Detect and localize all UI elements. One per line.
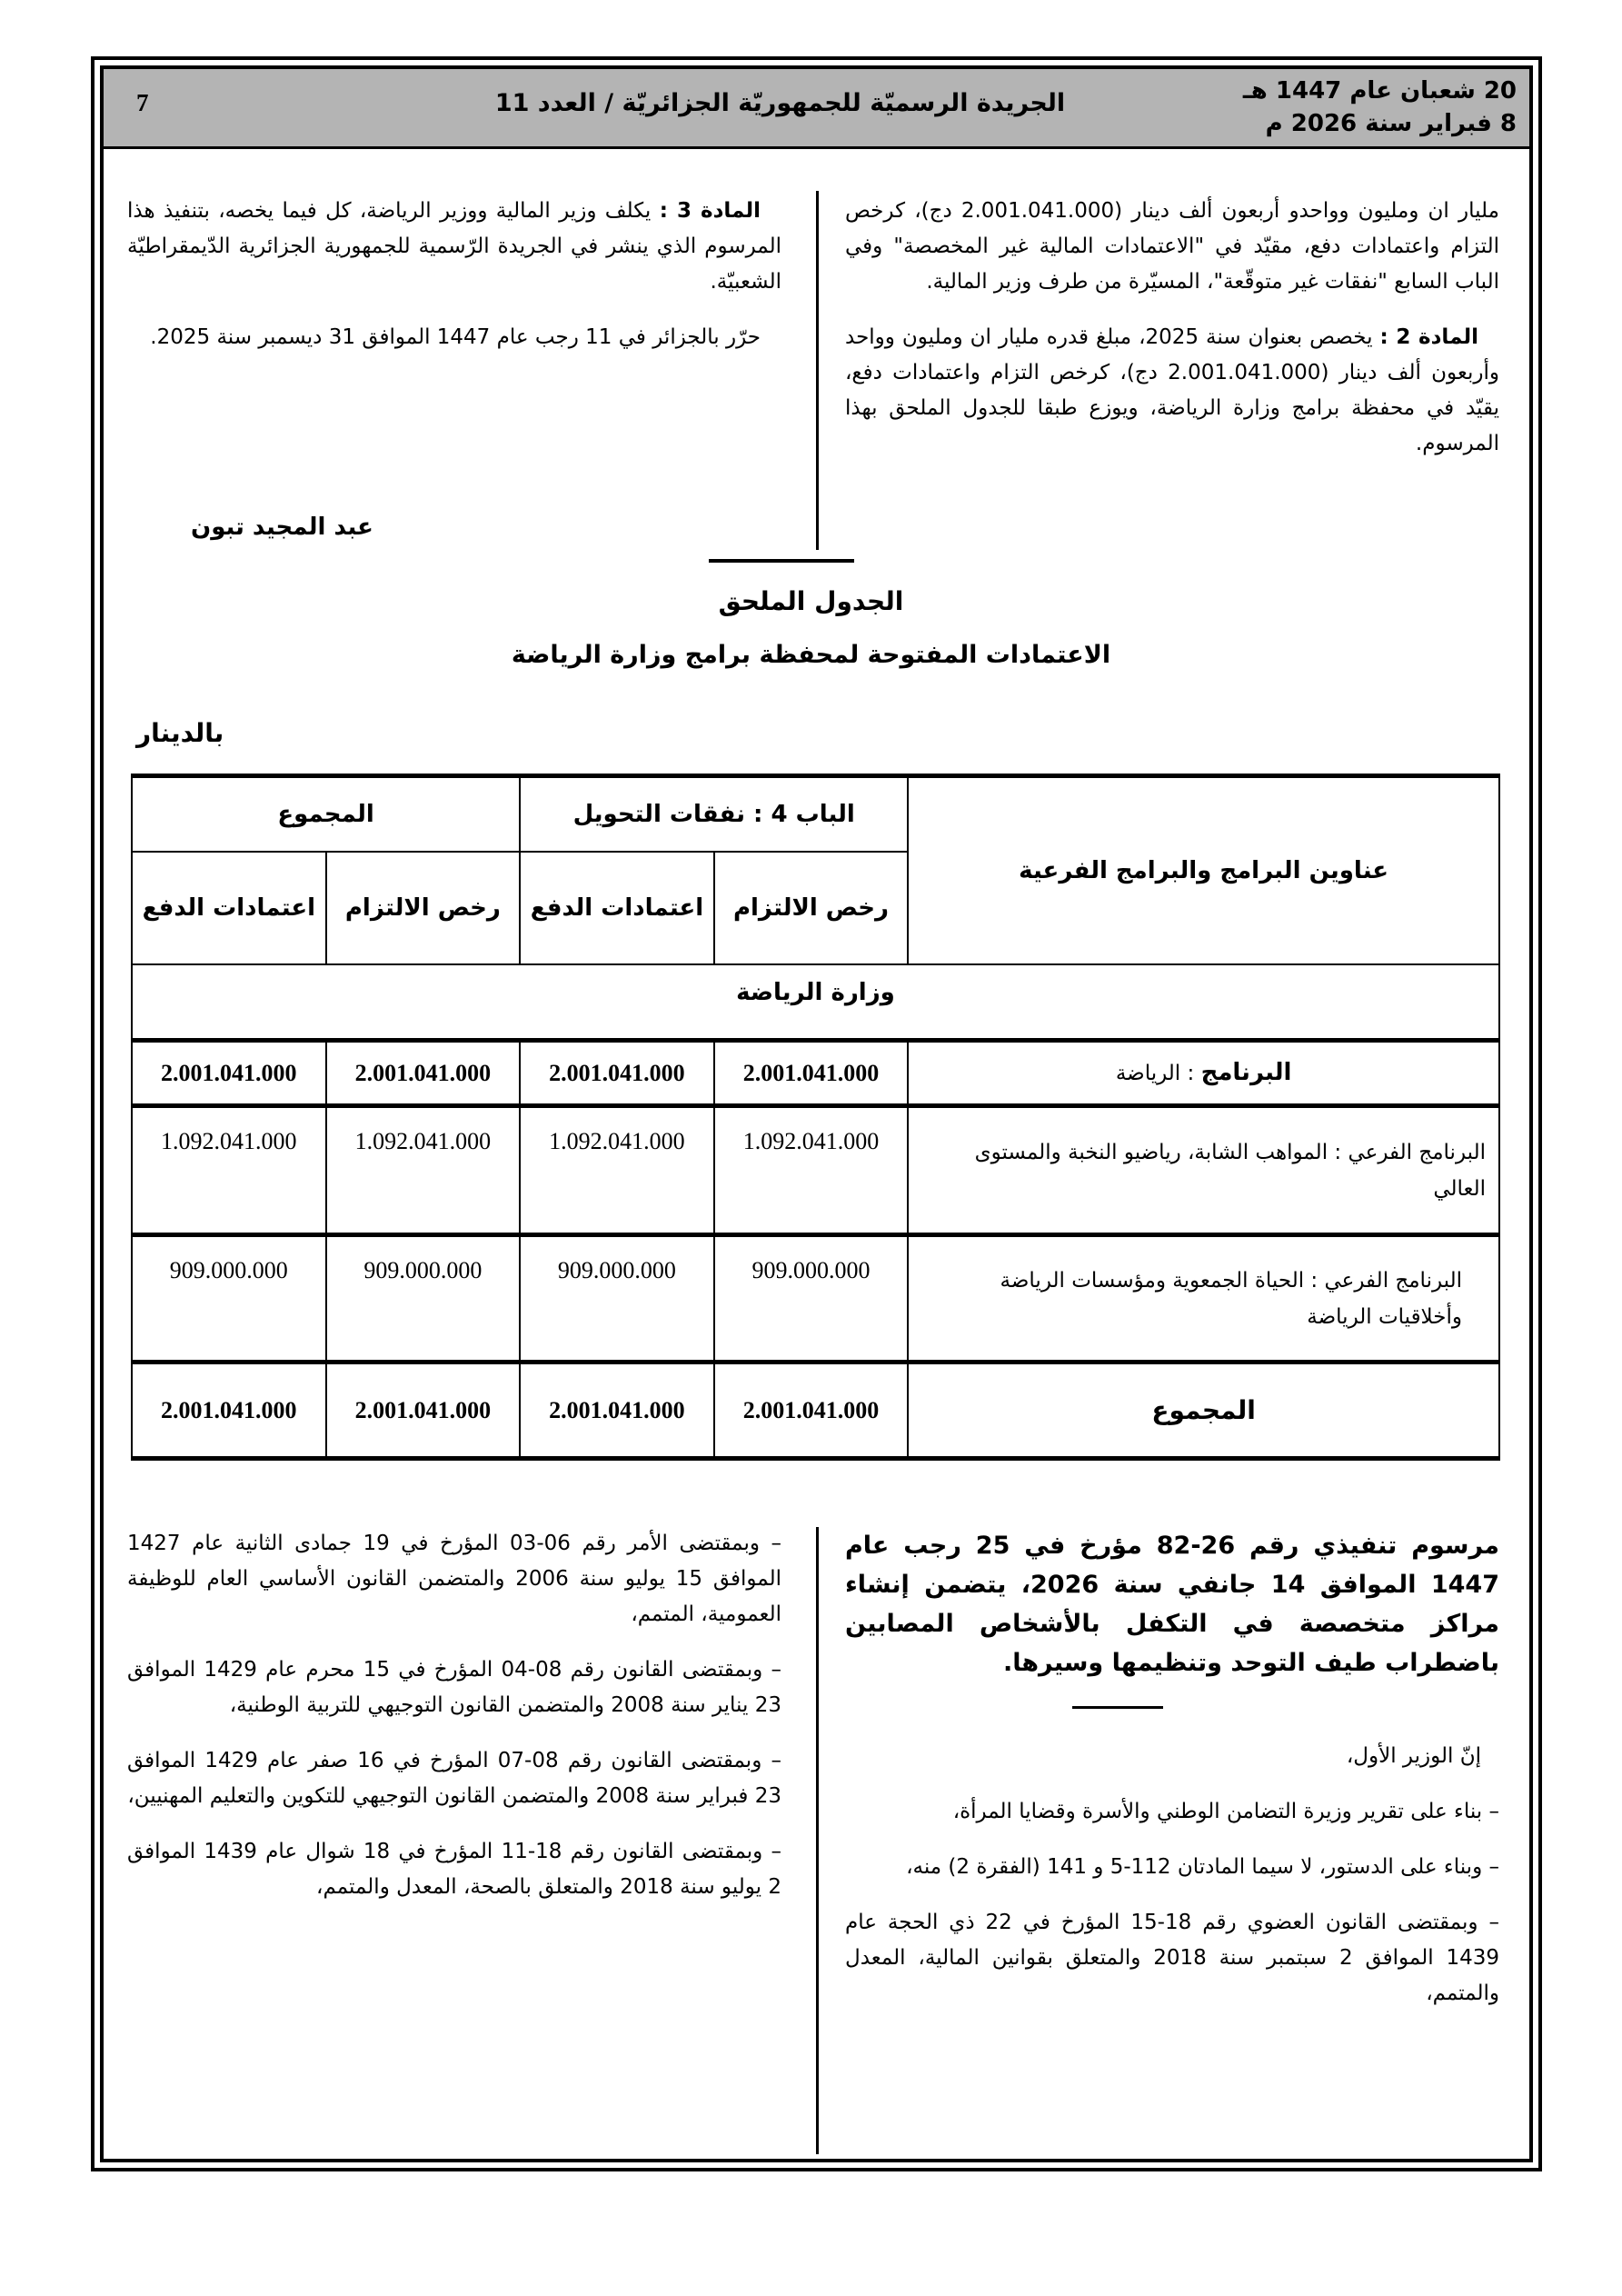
header-total: المجموع	[132, 776, 520, 852]
cell-ch4-commitment: 1.092.041.000	[714, 1106, 909, 1235]
separator	[845, 1702, 1499, 1739]
table-row-total	[132, 1363, 1499, 1459]
hijri-date: 20 شعبان عام 1447 هـ	[1242, 77, 1517, 105]
cell-ch4-payment: 909.000.000	[520, 1235, 714, 1363]
annex-title: الجدول الملحق	[718, 586, 904, 616]
page-header	[104, 69, 1529, 149]
row-label: البرنامج : الرياضة	[908, 1041, 1499, 1106]
unit-label: بالدينار	[136, 718, 224, 748]
page-number: 7	[136, 89, 149, 116]
cell-ch4-commitment: 909.000.000	[714, 1235, 909, 1363]
table-row	[132, 1235, 1499, 1363]
article-3	[127, 194, 781, 300]
cell-total-commitment: 1.092.041.000	[326, 1106, 521, 1235]
row-label: البرنامج الفرعي : الحياة الجمعوية ومؤسسات الرياضة وأخلاقيات الرياضة	[908, 1235, 1499, 1363]
cell-total-payment: 2.001.041.000	[132, 1041, 326, 1106]
paragraph: – وبمقتضى القانون العضوي رقم 18-15 المؤرخ في 22 ذي الحجة عام 1439 الموافق 2 سبتمبر سنة 2018 والمتعلق بقوانين المالية، المعدل والمتمم،	[845, 1911, 1499, 2005]
top-right-column	[845, 194, 1499, 482]
header-programs: عناوين البرامج والبرامج الفرعية	[908, 776, 1499, 964]
bottom-left-column	[127, 1526, 781, 1925]
journal-title: الجريدة الرسميّة للجمهوريّة الجزائريّة / العدد 11	[494, 89, 1066, 117]
done-at: حرّر بالجزائر في 11 رجب عام 1447 الموافق 31 ديسمبر سنة 2025.	[150, 325, 761, 349]
paragraph: – وبناء على الدستور، لا سيما المادتان 112-5 و 141 (الفقرة 2) منه،	[906, 1855, 1499, 1879]
table-row	[132, 1041, 1499, 1106]
bottom-right-column	[845, 1526, 1499, 2031]
cell-ch4-commitment: 2.001.041.000	[714, 1041, 909, 1106]
paragraph: – وبمقتضى الأمر رقم 06-03 المؤرخ في 19 جمادى الثانية عام 1427 الموافق 15 يوليو سنة 2006 والمتضمن القانون الأساسي العام للوظيفة العمومية، المتمم،	[127, 1532, 781, 1626]
cell-total-payment: 1.092.041.000	[132, 1106, 326, 1235]
header-total-payment: اعتمادات الدفع	[132, 852, 326, 964]
budget-table	[131, 774, 1500, 1461]
row-label: البرنامج الفرعي : المواهب الشابة، رياضيو النخبة والمستوى العالي	[908, 1106, 1499, 1235]
paragraph: – وبمقتضى القانون رقم 08-04 المؤرخ في 15 محرم عام 1429 الموافق 23 يناير سنة 2008 والمتضمن القانون التوجيهي للتربية الوطنية،	[127, 1658, 781, 1717]
header-ch4-payment: اعتمادات الدفع	[520, 852, 714, 964]
cell-total-commitment: 909.000.000	[326, 1235, 521, 1363]
paragraph: مليار ان ومليون وواحدو أربعون ألف دينار (2.001.041.000 دج)، كرخص التزام واعتمادات دفع، مقيّد في "الاعتمادات المالية غير المخصصة" وفي الباب السابع "نفقات غير متوقّعة"، المسيّرة من طرف وزير المالية.	[845, 199, 1499, 294]
top-left-column	[127, 194, 781, 375]
cell-total-commitment: 2.001.041.000	[326, 1041, 521, 1106]
paragraph: – وبمقتضى القانون رقم 08-07 المؤرخ في 16 صفر عام 1429 الموافق 23 فبراير سنة 2008 والمتضمن القانون التوجيهي للتكوين والتعليم المهنيين،	[127, 1749, 781, 1808]
ministry-row: وزارة الرياضة	[132, 964, 1499, 1041]
intro: إنّ الوزير الأول،	[1346, 1744, 1481, 1768]
article-text: يخصص بعنوان سنة 2025، مبلغ قدره مليار ان ومليون وواحد وأربعون ألف دينار (2.001.041.000 دج)، كرخص التزام واعتمادات دفع، يقيّد في محفظة برامج وزارة الرياضة، ويوزع طبقا للجدول الملحق بهذا المرسوم.	[845, 325, 1500, 455]
gregorian-date: 8 فبراير سنة 2026 م	[1265, 110, 1517, 137]
column-divider	[816, 1527, 819, 2154]
cell-total-payment: 909.000.000	[132, 1235, 326, 1363]
paragraph: – بناء على تقرير وزيرة التضامن الوطني والأسرة وقضايا المرأة،	[952, 1800, 1499, 1823]
table-row	[132, 1106, 1499, 1235]
cell-ch4-payment: 2.001.041.000	[520, 1363, 714, 1459]
article-label: المادة 3 :	[659, 199, 761, 223]
paragraph: – وبمقتضى القانون رقم 18-11 المؤرخ في 18 شوال عام 1439 الموافق 2 يوليو سنة 2018 والمتعلق بالصحة، المعدل والمتمم،	[127, 1840, 781, 1899]
article-text: يكلف وزير المالية ووزير الرياضة، كل فيما يخصه، بتنفيذ هذا المرسوم الذي ينشر في الجريدة الرّسمية للجمهورية الجزائرية الدّيمقراطيّة الشعبيّة.	[127, 199, 781, 294]
column-divider	[816, 191, 819, 550]
header-ch4-commitment: رخص الالتزام	[714, 852, 909, 964]
header-chapter4: الباب 4 : نفقات التحويل	[520, 776, 908, 852]
separator	[709, 559, 854, 563]
annex-subtitle: الاعتمادات المفتوحة لمحفظة برامج وزارة الرياضة	[511, 641, 1111, 669]
header-total-commitment: رخص الالتزام	[326, 852, 521, 964]
decree-title: مرسوم تنفيذي رقم 26-82 مؤرخ في 25 رجب عام 1447 الموافق 14 جانفي سنة 2026، يتضمن إنشاء مراكز متخصصة في التكفل بالأشخاص المصابين باضطراب طيف التوحد وتنظيمها وسيرها.	[845, 1532, 1499, 1677]
cell-total-commitment: 2.001.041.000	[326, 1363, 521, 1459]
cell-ch4-commitment: 2.001.041.000	[714, 1363, 909, 1459]
article-label: المادة 2 :	[1379, 325, 1478, 349]
cell-total-payment: 2.001.041.000	[132, 1363, 326, 1459]
row-label: المجموع	[908, 1363, 1499, 1459]
signature: عبد المجيد تبون	[191, 514, 373, 541]
article-2	[845, 320, 1499, 462]
cell-ch4-payment: 2.001.041.000	[520, 1041, 714, 1106]
cell-ch4-payment: 1.092.041.000	[520, 1106, 714, 1235]
